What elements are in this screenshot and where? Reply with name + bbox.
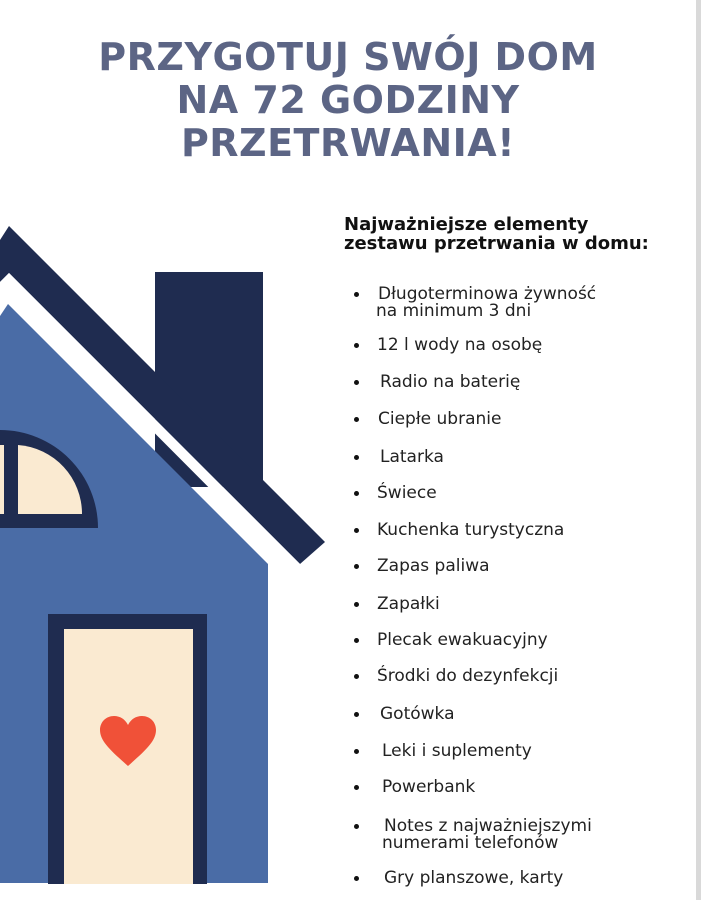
- list-item-line-1: Świece: [377, 483, 437, 503]
- bullet-icon: [354, 564, 359, 569]
- bullet-icon: [354, 528, 359, 533]
- bullet-icon: [354, 491, 359, 496]
- list-item-text: [382, 743, 532, 760]
- list-item-line-1: Latarka: [380, 447, 444, 467]
- title-line-3: PRZETRWANIA!: [180, 121, 516, 165]
- list-item-text: [377, 632, 548, 649]
- list-item-text: [384, 818, 592, 852]
- list-item-line-1: Plecak ewakuacyjny: [377, 630, 548, 650]
- bullet-icon: [354, 455, 359, 460]
- list-item-line-1: Leki i suplementy: [382, 741, 532, 761]
- house-illustration: [0, 0, 340, 900]
- list-item-line-1: Środki do dezynfekcji: [377, 666, 559, 686]
- bullet-icon: [354, 712, 359, 717]
- list-item-text: [377, 485, 437, 502]
- list-item-line-1: Radio na baterię: [380, 372, 521, 392]
- bullet-icon: [354, 824, 359, 829]
- list-item-line-1: Długoterminowa żywność: [378, 284, 597, 304]
- page-edge: [696, 0, 701, 900]
- bullet-icon: [354, 785, 359, 790]
- list-item-text: [382, 779, 475, 796]
- list-item-line-1: Powerbank: [382, 777, 476, 797]
- list-heading-line-2: zestawu przetrwania w domu:: [344, 233, 649, 254]
- bullet-icon: [354, 749, 359, 754]
- bullet-icon: [354, 380, 359, 385]
- list-item-line-1: Notes z najważniejszymi: [384, 816, 592, 836]
- list-item-line-2: numerami telefonów: [382, 833, 559, 853]
- list-item-text: [380, 706, 455, 723]
- list-item-line-1: Zapas paliwa: [377, 556, 490, 576]
- list-item-line-1: Gotówka: [380, 704, 455, 724]
- list-item-line-1: Ciepłe ubranie: [378, 409, 502, 429]
- window-glass-left: [0, 445, 4, 514]
- list-item-text: [377, 596, 440, 613]
- list-item-line-2: na minimum 3 dni: [376, 301, 532, 321]
- list-item-text: [380, 374, 520, 391]
- bullet-icon: [354, 674, 359, 679]
- list-heading-line-1: Najważniejsze elementy: [344, 214, 589, 235]
- list-item-line-1: Zapałki: [377, 594, 440, 614]
- bullet-icon: [354, 638, 359, 643]
- bullet-icon: [354, 292, 359, 297]
- list-item-line-1: Kuchenka turystyczna: [377, 520, 565, 540]
- list-item-text: [384, 870, 563, 887]
- list-item-text: [377, 558, 490, 575]
- title-line-1: PRZYGOTUJ SWÓJ DOM: [98, 35, 598, 79]
- bullet-icon: [354, 876, 359, 881]
- list-item-text: [377, 668, 558, 685]
- list-item-text: [378, 411, 501, 428]
- bullet-icon: [354, 343, 359, 348]
- list-item-text: [380, 449, 444, 466]
- bullet-icon: [354, 417, 359, 422]
- list-item-line-1: Gry planszowe, karty: [384, 868, 564, 888]
- list-item-text: [378, 286, 596, 320]
- list-item-text: [377, 522, 564, 539]
- list-item-text: [377, 337, 542, 354]
- title-line-2: NA 72 GODZINY: [176, 78, 520, 122]
- list-heading: [344, 215, 694, 253]
- list-item-line-1: 12 l wody na osobę: [377, 335, 543, 355]
- bullet-icon: [354, 602, 359, 607]
